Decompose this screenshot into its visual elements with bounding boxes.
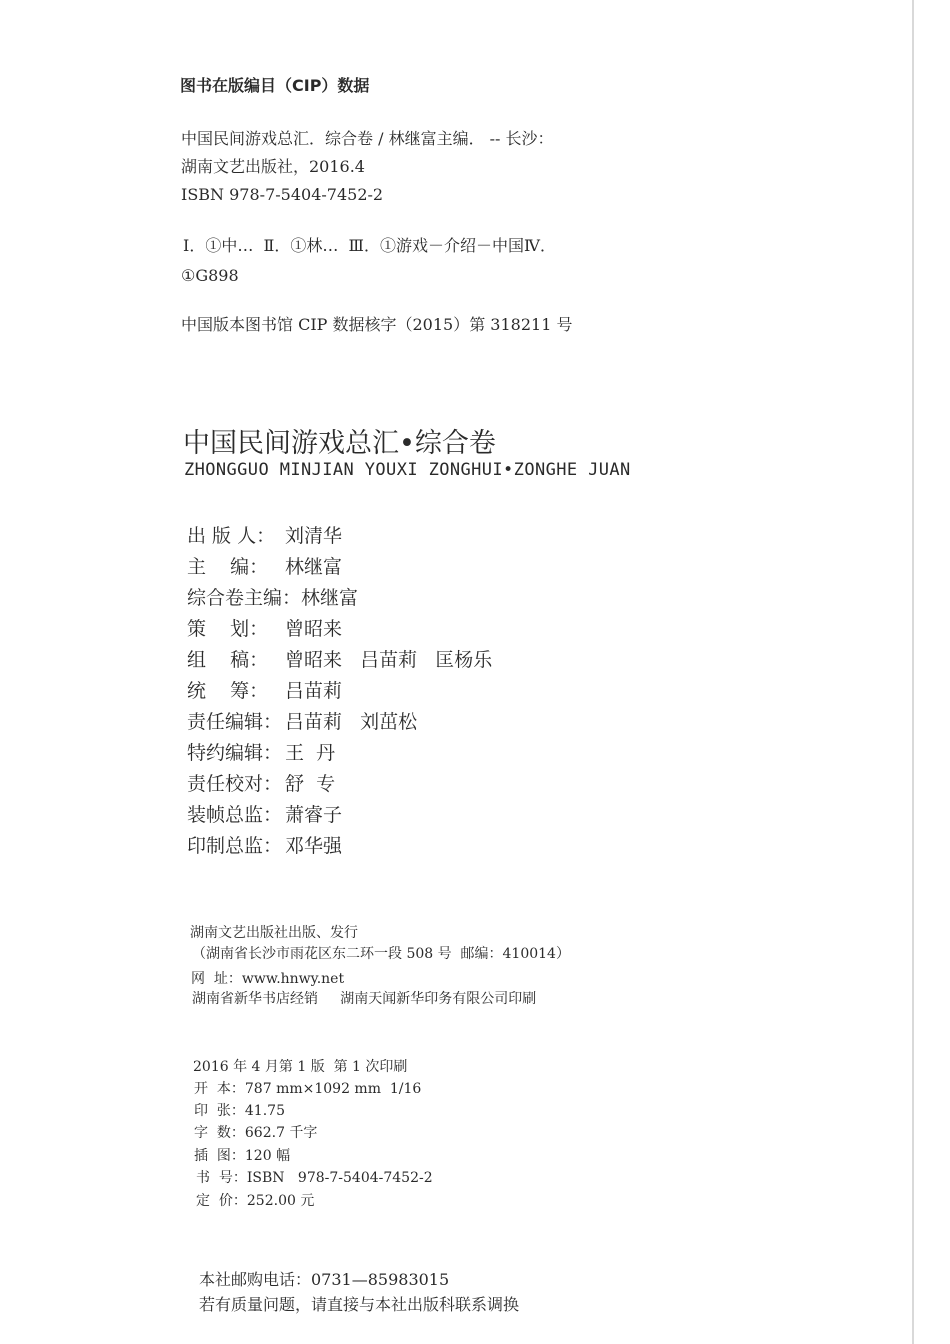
credit-row <box>187 558 342 577</box>
credit-label: 特约编辑： <box>187 742 283 764</box>
credit-value: 林继富 <box>285 556 343 578</box>
credit-label: 综合卷主编： <box>187 587 302 609</box>
credit-row <box>187 806 342 825</box>
credit-row <box>187 527 342 546</box>
cip-heading: 图书在版编目（CIP）数据 <box>180 76 370 95</box>
cip-publisher-line: 湖南文艺出版社，2016.4 <box>181 157 365 176</box>
quality-notice: 若有质量问题，请直接与本社出版科联系调换 <box>199 1295 520 1314</box>
book-title-chinese: 中国民间游戏总汇•综合卷 <box>183 428 496 459</box>
credit-row <box>187 837 342 856</box>
distribution-line: 湖南省新华书店经销 湖南天闻新华印务有限公司印刷 <box>192 991 537 1007</box>
credit-row <box>187 682 342 701</box>
credit-label: 策 划： <box>187 618 269 640</box>
credit-value: 王 丹 <box>285 742 336 764</box>
credit-value: 邓华强 <box>285 835 343 857</box>
publisher-line: 湖南文艺出版社出版、发行 <box>190 925 358 941</box>
spec-word-count: 字 数：662.7 千字 <box>194 1125 318 1141</box>
credit-label: 印制总监： <box>187 835 283 857</box>
spec-price: 定 价：252.00 元 <box>196 1193 315 1209</box>
credit-label: 出 版 人： <box>187 525 276 547</box>
credit-label: 统 筹： <box>187 680 269 702</box>
credit-value: 舒 专 <box>285 773 336 795</box>
credit-row <box>187 620 342 639</box>
credit-label: 组 稿： <box>187 649 269 671</box>
cip-title-line: 中国民间游戏总汇．综合卷 / 林继富主编． -- 长沙： <box>181 129 554 148</box>
credit-row <box>187 589 358 608</box>
book-title-pinyin: ZHONGGUO MINJIAN YOUXI ZONGHUI•ZONGHE JUAN <box>184 460 631 480</box>
publisher-website: 网 址：www.hnwy.net <box>191 971 345 987</box>
page-edge-line <box>912 0 914 1344</box>
spec-sheets: 印 张：41.75 <box>194 1103 285 1119</box>
credit-label: 主 编： <box>187 556 269 578</box>
spec-illustrations: 插 图：120 幅 <box>194 1148 291 1164</box>
credit-label: 责任编辑： <box>187 711 283 733</box>
edition-line: 2016 年 4 月第 1 版 第 1 次印刷 <box>193 1059 408 1075</box>
cip-classification-line: Ⅰ．①中… Ⅱ．①林… Ⅲ．①游戏－介绍－中国Ⅳ． <box>183 236 556 255</box>
publisher-address: （湖南省长沙市雨花区东二环一段 508 号 邮编：410014） <box>192 946 570 962</box>
credit-label: 装帧总监： <box>187 804 283 826</box>
credit-value: 萧睿子 <box>285 804 343 826</box>
credit-row <box>187 713 417 732</box>
credit-value: 吕苗莉 <box>285 680 343 702</box>
credit-row <box>187 775 335 794</box>
credit-value: 刘清华 <box>285 525 343 547</box>
credit-value: 曾昭来 吕苗莉 匡杨乐 <box>285 649 493 671</box>
credit-value: 吕苗莉 刘茁松 <box>285 711 418 733</box>
credit-value: 曾昭来 <box>285 618 343 640</box>
mail-order-phone: 本社邮购电话：0731—85983015 <box>199 1270 450 1289</box>
spec-format: 开 本：787 mm×1092 mm 1/16 <box>194 1081 422 1097</box>
cip-record-number: 中国版本图书馆 CIP 数据核字（2015）第 318211 号 <box>181 315 573 334</box>
cip-isbn-line: ISBN 978-7-5404-7452-2 <box>181 185 384 204</box>
credit-label: 责任校对： <box>187 773 283 795</box>
credit-row <box>187 651 492 670</box>
credit-row <box>187 744 335 763</box>
spec-isbn: 书 号：ISBN 978-7-5404-7452-2 <box>196 1170 433 1186</box>
credit-value: 林继富 <box>301 587 359 609</box>
cip-class-number: ①G898 <box>181 266 239 285</box>
